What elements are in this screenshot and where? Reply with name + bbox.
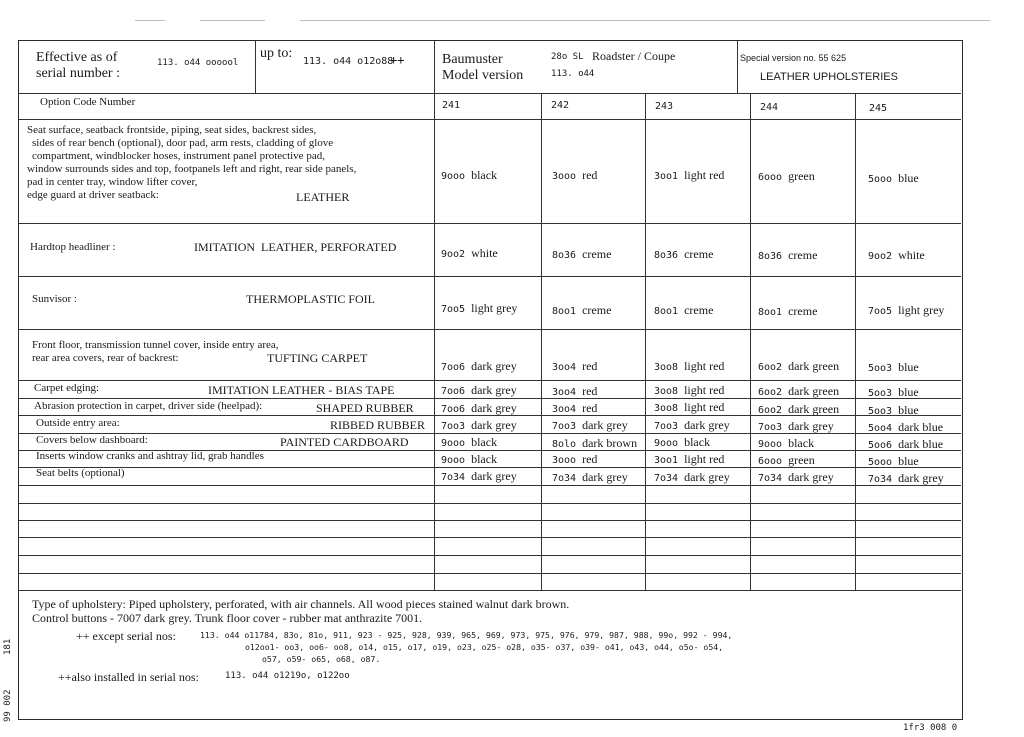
row-5-material: IMITATION LEATHER - BIAS TAPE bbox=[208, 383, 395, 397]
row-3-value-244: 8oo1 creme bbox=[758, 304, 818, 318]
row-6-material: SHAPED RUBBER bbox=[316, 401, 414, 415]
row-6-value-243: 3oo8 light red bbox=[654, 400, 725, 414]
row-5-value-243: 3oo8 light red bbox=[654, 383, 725, 397]
except-serials-line: o57, o59- o65, o68, o87. bbox=[262, 654, 381, 664]
row-2-value-245: 9oo2 white bbox=[868, 248, 925, 262]
row-1-desc-line: pad in center tray, window lifter cover, bbox=[27, 176, 198, 188]
row-1-value-245: 5ooo blue bbox=[868, 171, 919, 185]
row-8-value-241: 9ooo black bbox=[441, 435, 498, 449]
special-version: Special version no. 55 625 bbox=[740, 53, 847, 63]
row-7-value-244: 7oo3 dark grey bbox=[758, 419, 834, 433]
row-8-material: PAINTED CARDBOARD bbox=[280, 435, 409, 449]
row-2-value-244: 8o36 creme bbox=[758, 248, 818, 262]
baumuster-code: 28o SL bbox=[551, 52, 584, 62]
row-7-value-243: 7oo3 dark grey bbox=[654, 418, 730, 432]
except-serials-line: 113. o44 o11784, 83o, 81o, 911, 923 - 925, 928, 939, 965, 969, 973, 975, 976, 979, 987, 988, 99o, 992 - 994, bbox=[200, 630, 733, 640]
row-3-material: THERMOPLASTIC FOIL bbox=[246, 292, 376, 306]
effective-label: Effective as of serial number : bbox=[36, 50, 120, 81]
row-4-value-244: 6oo2 dark green bbox=[758, 359, 840, 373]
row-7-desc-line: Outside entry area: bbox=[36, 417, 120, 429]
row-1-value-242: 3ooo red bbox=[552, 168, 598, 182]
row-9-value-243: 3oo1 light red bbox=[654, 452, 725, 466]
upto-mark: ++ bbox=[390, 53, 405, 67]
row-10-value-242: 7o34 dark grey bbox=[552, 470, 628, 484]
row-3-value-243: 8oo1 creme bbox=[654, 303, 714, 317]
row-4-value-245: 5oo3 blue bbox=[868, 360, 919, 374]
special-title: LEATHER UPHOLSTERIES bbox=[760, 71, 898, 83]
upto-label: up to: bbox=[260, 46, 293, 61]
row-2-value-243: 8o36 creme bbox=[654, 247, 714, 261]
row-6-value-244: 6oo2 dark green bbox=[758, 402, 840, 416]
row-6-value-242: 3oo4 red bbox=[552, 401, 598, 415]
row-10-value-245: 7o34 dark grey bbox=[868, 471, 944, 485]
footer-upholstery-note: Type of upholstery: Piped upholstery, perforated, with air channels. All wood pieces stained walnut dark brown. bbox=[32, 597, 570, 611]
upto-serial: 113. o44 o12o88 bbox=[303, 56, 394, 67]
row-1-value-243: 3oo1 light red bbox=[654, 168, 725, 182]
option-code-242: 242 bbox=[551, 100, 570, 111]
row-1-desc-line: window surrounds sides and top, footpanels left and right, rear side panels, bbox=[27, 163, 357, 175]
footer-control-buttons-note: Control buttons - 7007 dark grey. Trunk floor cover - rubber mat anthrazite 7001. bbox=[32, 611, 423, 625]
row-1-material: LEATHER bbox=[296, 190, 350, 204]
page-number: 1fr3 008 0 bbox=[903, 723, 958, 733]
row-1-value-244: 6ooo green bbox=[758, 169, 815, 183]
row-7-value-242: 7oo3 dark grey bbox=[552, 418, 628, 432]
row-4-value-242: 3oo4 red bbox=[552, 359, 598, 373]
row-4-material: TUFTING CARPET bbox=[267, 351, 368, 365]
except-label: ++ except serial nos: bbox=[76, 629, 176, 643]
effective-serial: 113. o44 oooool bbox=[157, 58, 239, 68]
model-name: Roadster / Coupe bbox=[592, 49, 676, 63]
row-2-value-242: 8o36 creme bbox=[552, 247, 612, 261]
row-5-desc-line: Carpet edging: bbox=[34, 382, 100, 394]
model-code: 113. o44 bbox=[551, 69, 595, 79]
row-3-value-241: 7oo5 light grey bbox=[441, 301, 518, 315]
row-5-value-244: 6oo2 dark green bbox=[758, 384, 840, 398]
row-5-value-245: 5oo3 blue bbox=[868, 385, 919, 399]
row-8-value-243: 9ooo black bbox=[654, 435, 711, 449]
option-code-label: Option Code Number bbox=[40, 96, 136, 108]
row-4-desc-line: rear area covers, rear of backrest: bbox=[32, 352, 179, 364]
row-9-value-242: 3ooo red bbox=[552, 452, 598, 466]
row-9-value-244: 6ooo green bbox=[758, 453, 815, 467]
row-9-value-241: 9ooo black bbox=[441, 452, 498, 466]
row-5-value-241: 7oo6 dark grey bbox=[441, 383, 517, 397]
row-9-value-245: 5ooo blue bbox=[868, 454, 919, 468]
row-1-value-241: 9ooo black bbox=[441, 168, 498, 182]
option-code-244: 244 bbox=[760, 102, 779, 113]
row-1-desc-line: sides of rear bench (optional), door pad, arm rests, cladding of glove bbox=[32, 137, 334, 149]
row-10-value-243: 7o34 dark grey bbox=[654, 470, 730, 484]
row-5-value-242: 3oo4 red bbox=[552, 384, 598, 398]
row-6-value-241: 7oo6 dark grey bbox=[441, 401, 517, 415]
row-10-value-244: 7o34 dark grey bbox=[758, 470, 834, 484]
row-1-desc-line: edge guard at driver seatback: bbox=[27, 189, 159, 201]
row-6-value-245: 5oo3 blue bbox=[868, 403, 919, 417]
row-2-value-241: 9oo2 white bbox=[441, 246, 498, 260]
row-2-desc-line: Hardtop headliner : bbox=[30, 241, 116, 253]
row-7-value-241: 7oo3 dark grey bbox=[441, 418, 517, 432]
row-1-desc-line: Seat surface, seatback frontside, piping, seat sides, backrest sides, bbox=[27, 124, 317, 136]
row-4-desc-line: Front floor, transmission tunnel cover, inside entry area, bbox=[32, 339, 279, 351]
also-installed-serials: 113. o44 o1219o, o122oo bbox=[225, 671, 350, 681]
row-3-value-242: 8oo1 creme bbox=[552, 303, 612, 317]
side-code: 181 bbox=[3, 638, 13, 655]
row-10-desc-line: Seat belts (optional) bbox=[36, 467, 125, 479]
row-2-material: IMITATION LEATHER, PERFORATED bbox=[194, 240, 397, 254]
row-7-value-245: 5oo4 dark blue bbox=[868, 420, 944, 434]
row-8-value-242: 8olo dark brown bbox=[552, 436, 638, 450]
row-3-desc-line: Sunvisor : bbox=[32, 293, 77, 305]
side-code-2: 99 002 bbox=[3, 689, 13, 722]
row-7-material: RIBBED RUBBER bbox=[330, 418, 426, 432]
option-code-241: 241 bbox=[442, 100, 461, 111]
row-6-desc-line: Abrasion protection in carpet, driver side (heelpad): bbox=[34, 400, 263, 412]
row-9-desc-line: Inserts window cranks and ashtray lid, grab handles bbox=[36, 450, 264, 462]
row-3-value-245: 7oo5 light grey bbox=[868, 303, 945, 317]
option-code-243: 243 bbox=[655, 101, 674, 112]
row-1-desc-line: compartment, windblocker hoses, instrument panel protective pad, bbox=[32, 150, 325, 162]
baumuster-label: Baumuster Model version bbox=[442, 52, 524, 83]
row-4-value-243: 3oo8 light red bbox=[654, 359, 725, 373]
row-8-value-245: 5oo6 dark blue bbox=[868, 437, 944, 451]
except-serials-line: o12oo1- oo3, oo6- oo8, o14, o15, o17, o19, o23, o25- o28, o35- o37, o39- o41, o43, o44, o5o- o54, bbox=[245, 642, 724, 652]
row-4-value-241: 7oo6 dark grey bbox=[441, 359, 517, 373]
option-code-245: 245 bbox=[869, 103, 888, 114]
also-installed-label: ++also installed in serial nos: bbox=[58, 670, 199, 684]
row-8-desc-line: Covers below dashboard: bbox=[36, 434, 148, 446]
row-10-value-241: 7o34 dark grey bbox=[441, 469, 517, 483]
row-8-value-244: 9ooo black bbox=[758, 436, 815, 450]
